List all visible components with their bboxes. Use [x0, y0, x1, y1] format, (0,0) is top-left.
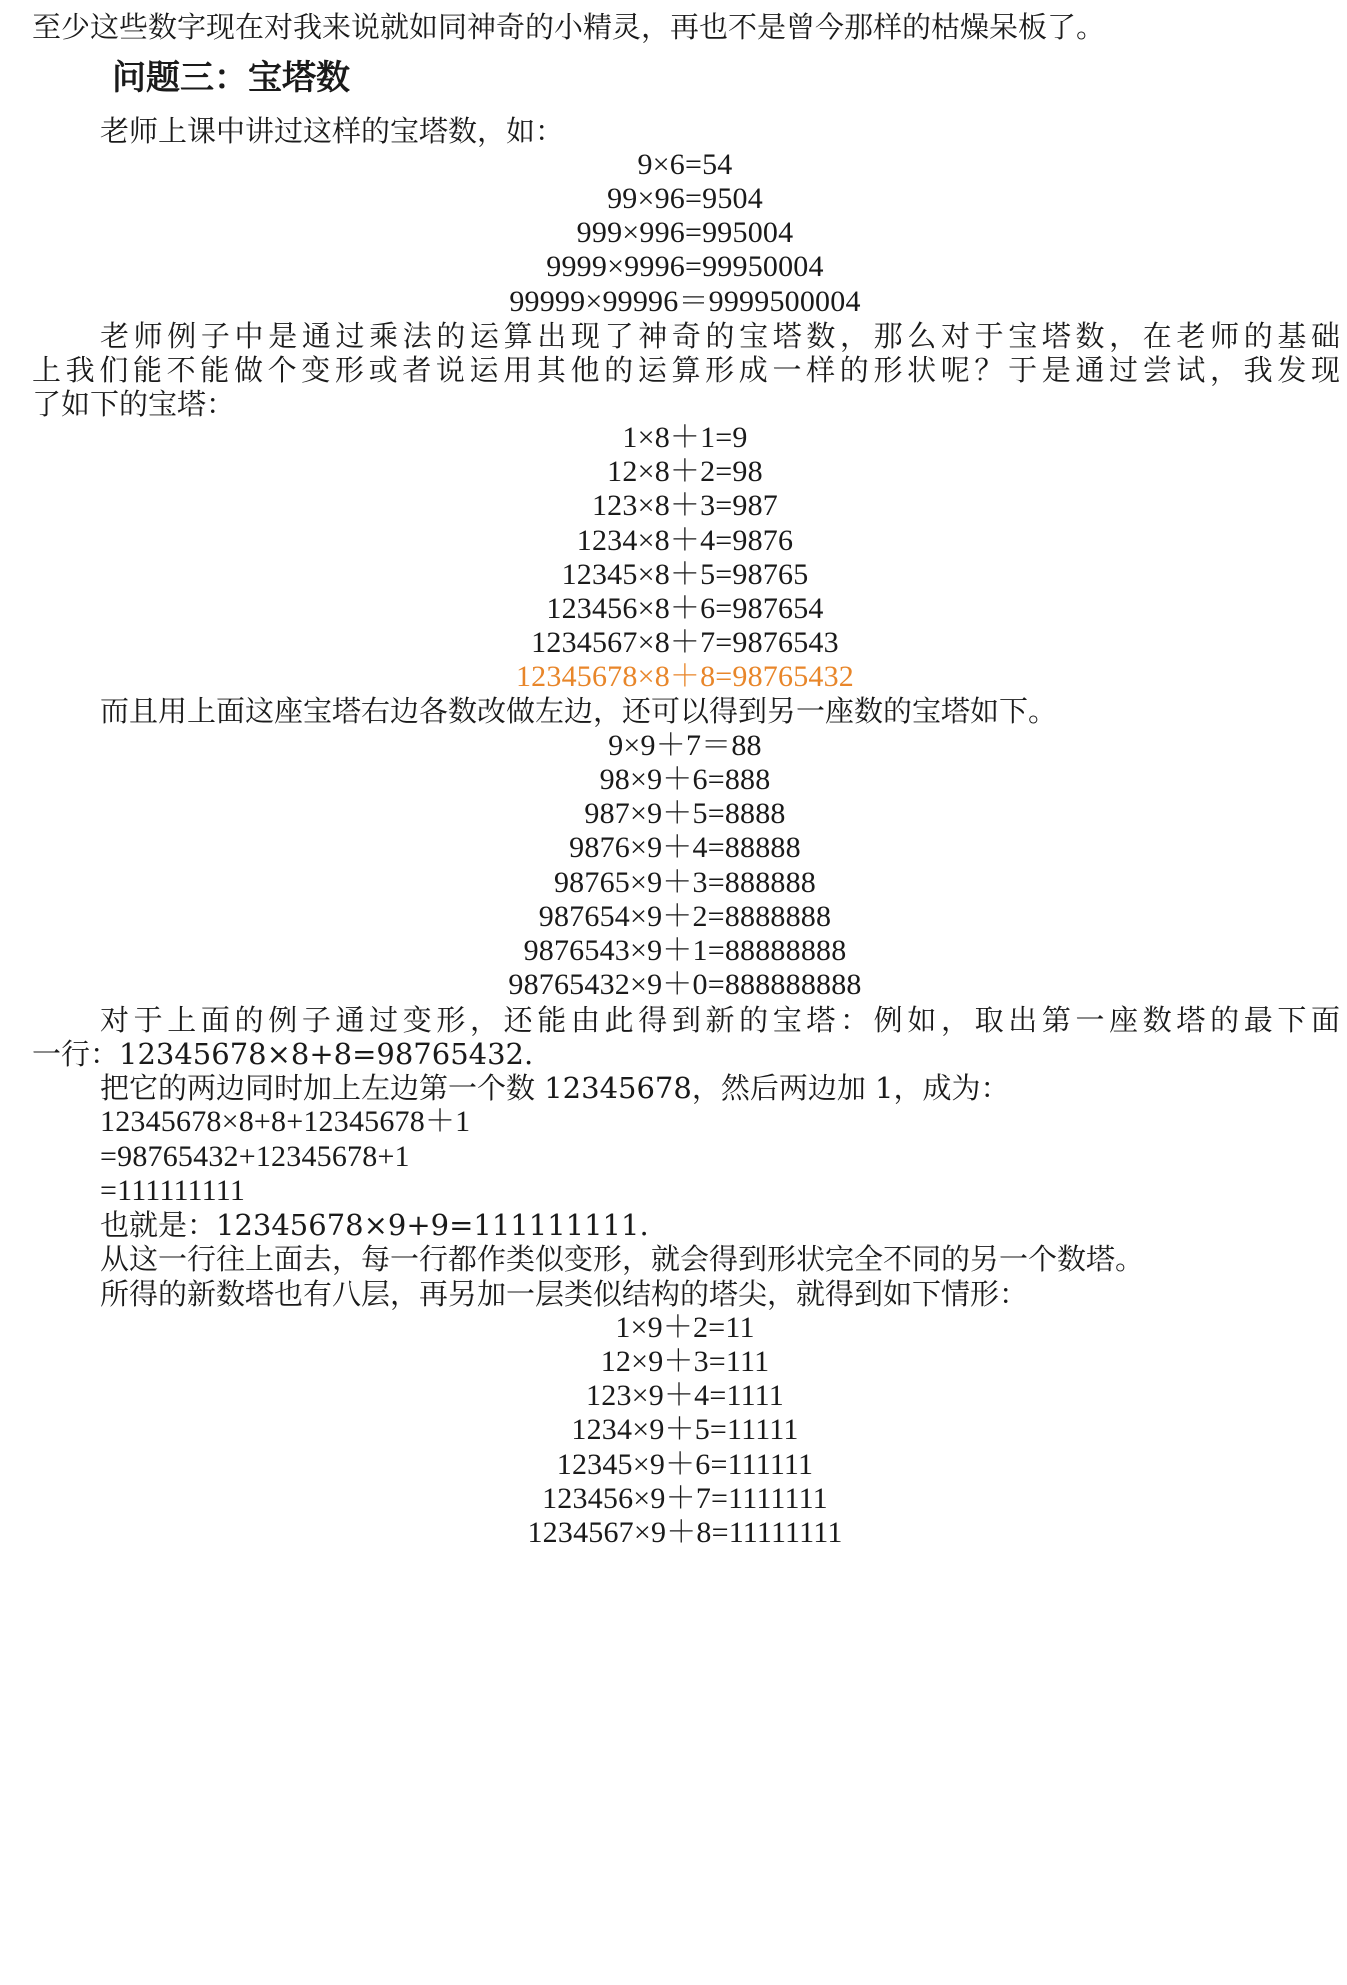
- text-line: 也就是：12345678×9+9=111111111.: [100, 1208, 649, 1242]
- formula-line: 98765432×9＋0=888888888: [508, 968, 862, 1001]
- formula-line: 123×8＋3=987: [591, 489, 779, 522]
- formula-line: 123×9＋4=1111: [586, 1379, 784, 1412]
- formula-line: 12345×9＋6=111111: [556, 1448, 814, 1481]
- formula-line: 12×9＋3=111: [600, 1345, 770, 1378]
- text-line: 12345678×8+8+12345678＋1: [100, 1105, 471, 1138]
- formula-line: 12345×8＋5=98765: [561, 558, 809, 591]
- formula-line: 99×96=9504: [607, 182, 763, 215]
- formula-line: 99999×99996＝9999500004: [509, 285, 861, 318]
- formula-line: 999×996=995004: [576, 216, 794, 249]
- formula-line: 1234567×9＋8=11111111: [527, 1516, 843, 1549]
- formula-line: 12345678×8＋8=98765432: [515, 660, 855, 693]
- formula-line: 1234×8＋4=9876: [576, 524, 794, 557]
- formula-line: 12×8＋2=98: [607, 455, 763, 488]
- text-line: 至少这些数字现在对我来说就如同神奇的小精灵，再也不是曾今那样的枯燥呆板了。: [32, 10, 1106, 44]
- text-line: 老师上课中讲过这样的宝塔数，如：: [100, 114, 565, 148]
- text-line: 对于上面的例子通过变形，还能由此得到新的宝塔：例如，取出第一座数塔的最下面: [100, 1003, 1340, 1037]
- section-heading: 问题三：宝塔数: [112, 58, 350, 98]
- formula-line: 1×9＋2=11: [615, 1311, 755, 1344]
- formula-line: 987×9＋5=8888: [584, 797, 786, 830]
- formula-line: 9×6=54: [637, 148, 733, 181]
- formula-line: 9876543×9＋1=88888888: [523, 934, 847, 967]
- formula-line: 123456×8＋6=987654: [546, 592, 824, 625]
- formula-line: 1234567×8＋7=9876543: [531, 626, 839, 659]
- text-line: 老师例子中是通过乘法的运算出现了神奇的宝塔数，那么对于宝塔数，在老师的基础: [100, 319, 1340, 353]
- text-line: 所得的新数塔也有八层，再另加一层类似结构的塔尖，就得到如下情形：: [100, 1277, 1029, 1311]
- formula-line: 98765×9＋3=888888: [553, 866, 817, 899]
- formula-line: 123456×9＋7=1111111: [542, 1482, 828, 1515]
- text-line: 一行：12345678×8+8=98765432.: [32, 1037, 534, 1071]
- text-line: 而且用上面这座宝塔右边各数改做左边，还可以得到另一座数的宝塔如下。: [100, 694, 1058, 728]
- formula-line: 1×8＋1=9: [622, 421, 748, 454]
- formula-line: 98×9＋6=888: [599, 763, 771, 796]
- formula-line: 987654×9＋2=8888888: [538, 900, 832, 933]
- formula-line: 9×9＋7＝88: [608, 729, 762, 762]
- text-line: 上我们能不能做个变形或者说运用其他的运算形成一样的形状呢？于是通过尝试，我发现: [32, 353, 1340, 387]
- text-line: =111111111: [100, 1174, 246, 1207]
- formula-line: 9876×9＋4=88888: [569, 831, 801, 864]
- text-line: 从这一行往上面去，每一行都作类似变形，就会得到形状完全不同的另一个数塔。: [100, 1242, 1145, 1276]
- text-line: 了如下的宝塔：: [32, 387, 236, 421]
- formula-line: 1234×9＋5=11111: [571, 1413, 799, 1446]
- formula-line: 9999×9996=99950004: [546, 250, 824, 283]
- text-line: 把它的两边同时加上左边第一个数 12345678，然后两边加 1，成为：: [100, 1071, 1010, 1105]
- text-line: =98765432+12345678+1: [100, 1140, 410, 1173]
